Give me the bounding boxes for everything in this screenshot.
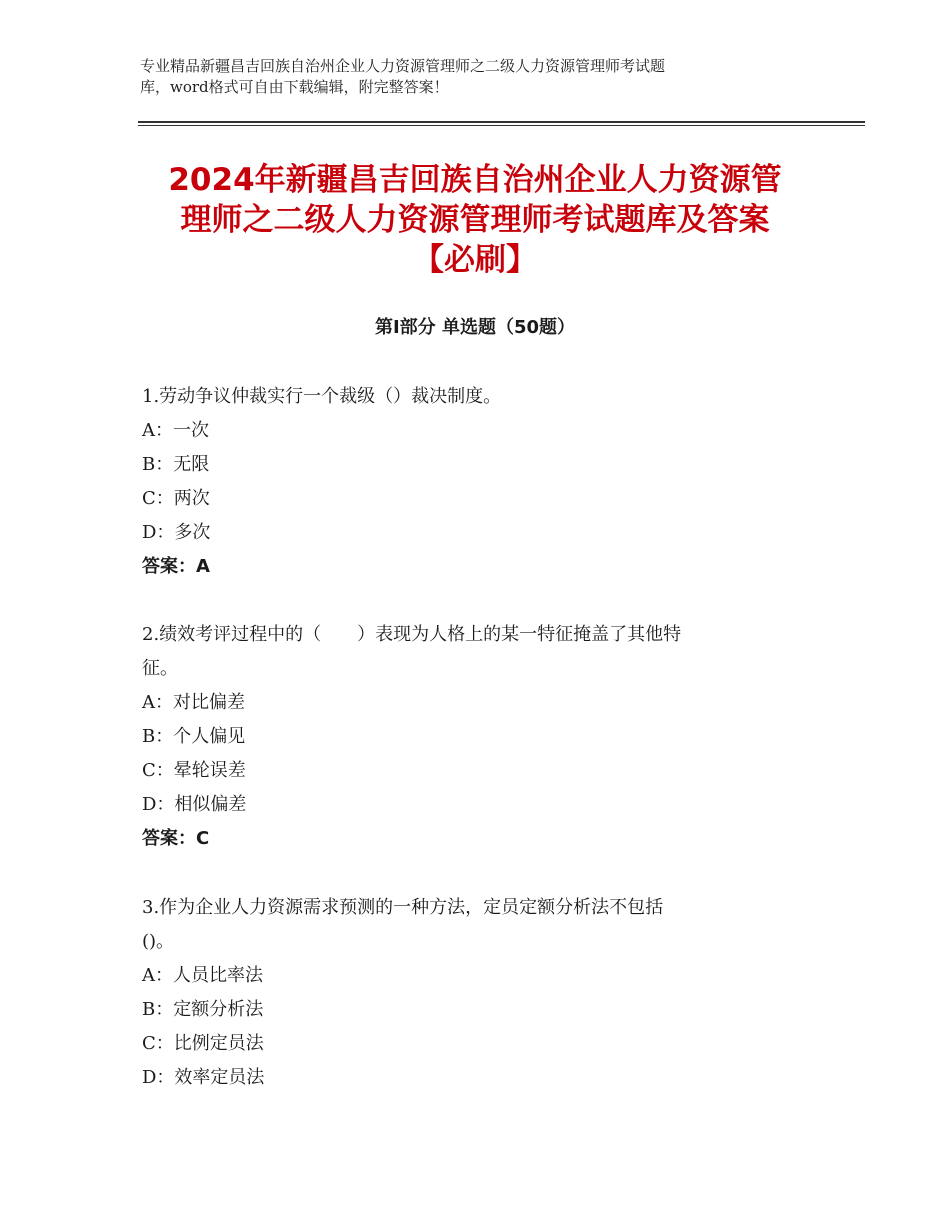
option-c: C：晕轮误差 [142, 760, 246, 781]
option-b: B：定额分析法 [142, 999, 264, 1020]
question-stem-continued: ()。 [142, 931, 175, 952]
title-line-2: 理师之二级人力资源管理师考试题库及答案 [180, 202, 770, 238]
option-b: B：个人偏见 [142, 726, 246, 747]
option-a: A：人员比率法 [142, 965, 263, 986]
header-note [140, 56, 820, 98]
option-c: C：两次 [142, 488, 210, 509]
question-2 [142, 618, 822, 856]
header-divider-thick [138, 121, 865, 123]
option-a: A：对比偏差 [142, 692, 245, 713]
option-d: D：相似偏差 [142, 794, 247, 815]
question-stem-continued: 征。 [142, 658, 178, 679]
option-d: D：效率定员法 [142, 1067, 265, 1088]
question-stem: 3.作为企业人力资源需求预测的一种方法，定员定额分析法不包括 [142, 897, 664, 918]
question-3 [142, 891, 822, 1095]
option-d: D：多次 [142, 522, 211, 543]
section-heading: 第Ⅰ部分 单选题（50题） [374, 317, 575, 338]
option-a: A：一次 [142, 420, 209, 441]
question-stem: 2.绩效考评过程中的（ ）表现为人格上的某一特征掩盖了其他特 [142, 624, 682, 645]
question-1 [142, 380, 822, 584]
option-c: C：比例定员法 [142, 1033, 264, 1054]
header-note-line-1: 专业精品新疆昌吉回族自治州企业人力资源管理师之二级人力资源管理师考试题 [140, 57, 666, 75]
question-stem: 1.劳动争议仲裁实行一个裁级（）裁决制度。 [142, 386, 502, 407]
header-divider-thin [138, 125, 865, 126]
answer: 答案：C [142, 828, 210, 849]
header-note-line-2: 库，word格式可自由下载编辑，附完整答案！ [140, 78, 449, 96]
answer: 答案：A [142, 556, 210, 577]
document-title [120, 160, 830, 280]
title-line-1: 2024年新疆昌吉回族自治州企业人力资源管 [168, 162, 782, 198]
title-line-3: 【必刷】 [413, 242, 537, 278]
option-b: B：无限 [142, 454, 210, 475]
